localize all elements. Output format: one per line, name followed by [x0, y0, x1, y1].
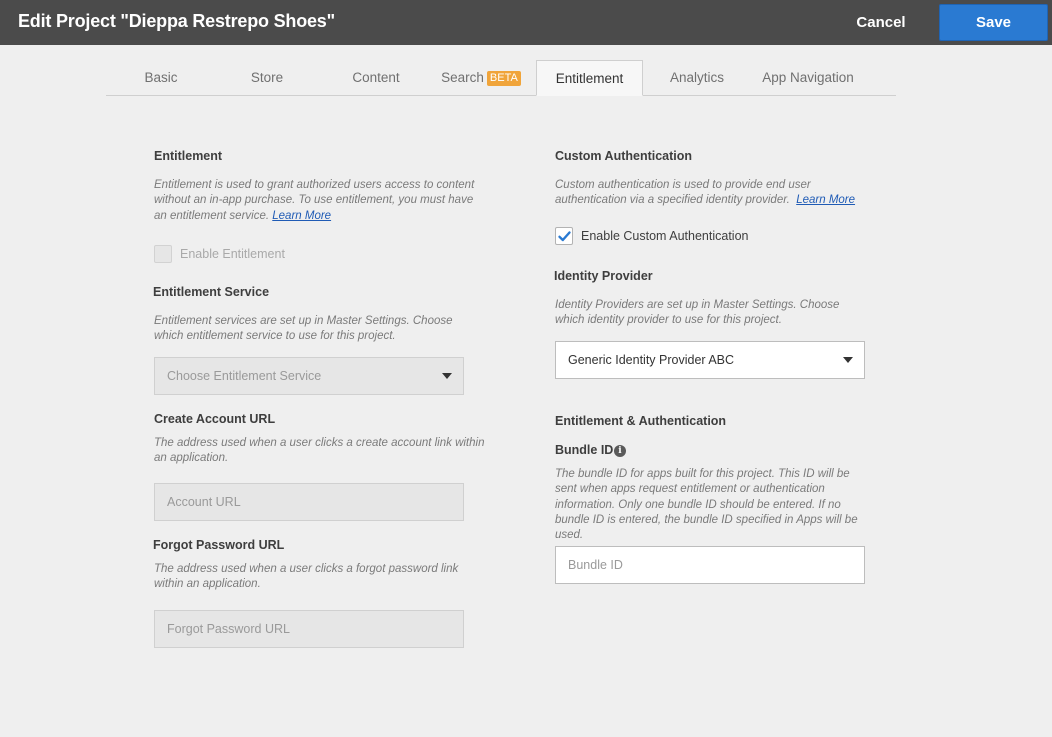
account-url-input[interactable] [154, 483, 464, 521]
info-icon[interactable]: i [614, 445, 626, 457]
create-account-url-heading: Create Account URL [154, 412, 276, 426]
bundle-id-heading: Bundle ID [555, 443, 614, 457]
bundle-id-input[interactable] [555, 546, 865, 584]
identity-provider-selected-value: Generic Identity Provider ABC [568, 353, 735, 367]
checkmark-icon [557, 229, 572, 244]
tab-basic[interactable] [126, 60, 196, 96]
identity-provider-select[interactable] [555, 341, 865, 379]
tab-label: Analytics [669, 70, 725, 85]
tab-analytics[interactable] [657, 60, 737, 96]
beta-badge: BETA [487, 71, 521, 86]
custom-authentication-heading: Custom Authentication [555, 149, 693, 163]
identity-provider-description: Identity Providers are set up in Master Settings. Choose which identity provider to use for this project. [555, 299, 840, 327]
entitlement-learn-more-link[interactable]: Learn More [272, 209, 332, 222]
tab-label: Search [441, 70, 484, 85]
tab-app-navigation[interactable] [758, 60, 858, 96]
forgot-password-url-heading: Forgot Password URL [153, 538, 285, 552]
tab-content[interactable] [336, 60, 416, 96]
tab-label: Store [250, 70, 284, 85]
entitlement-authentication-heading: Entitlement & Authentication [555, 414, 727, 428]
tab-store[interactable] [232, 60, 302, 96]
entitlement-description-text: Entitlement is used to grant authorized users access to content without an in-app purchase. To use entitlement, you must have an entitlement service. [154, 179, 475, 222]
bundle-id-placeholder: Bundle ID [568, 558, 623, 572]
forgot-password-url-description: The address used when a user clicks a forgot password link within an application. [154, 563, 459, 591]
tab-entitlement[interactable] [536, 60, 643, 96]
tab-label: Content [352, 70, 400, 85]
entitlement-heading: Entitlement [154, 149, 223, 163]
forgot-password-url-placeholder: Forgot Password URL [167, 622, 290, 636]
tab-label: Basic [144, 70, 178, 85]
save-button[interactable]: Save [939, 4, 1048, 41]
create-account-url-description: The address used when a user clicks a create account link within an application. [154, 437, 485, 465]
entitlement-description [154, 178, 484, 224]
enable-entitlement-checkbox[interactable] [154, 245, 172, 263]
bundle-id-description: The bundle ID for apps built for this project. This ID will be sent when apps request entitlement or authentication information. Only one bundle ID should be entered. If no bundle ID is entered, the bundle ID specified in Apps will be used. [555, 468, 858, 542]
entitlement-service-placeholder: Choose Entitlement Service [167, 369, 322, 383]
entitlement-service-select[interactable] [154, 357, 464, 395]
identity-provider-heading: Identity Provider [554, 269, 653, 283]
custom-auth-learn-more-link[interactable]: Learn More [796, 194, 856, 207]
entitlement-service-description: Entitlement services are set up in Master Settings. Choose which entitlement service to use for this project. [154, 315, 453, 343]
custom-authentication-description-text: Custom authentication is used to provide end user authentication via a specified identity provider. [555, 179, 811, 207]
tab-label: App Navigation [762, 70, 854, 85]
custom-authentication-description [555, 178, 865, 209]
chevron-down-icon [442, 373, 452, 379]
tab-bar [106, 60, 896, 96]
chevron-down-icon [843, 357, 853, 363]
tab-search[interactable] [436, 60, 526, 96]
enable-custom-authentication-checkbox[interactable] [555, 227, 573, 245]
enable-entitlement-label: Enable Entitlement [180, 247, 285, 261]
forgot-password-url-input[interactable] [154, 610, 464, 648]
cancel-button[interactable]: Cancel [848, 5, 914, 40]
entitlement-service-heading: Entitlement Service [153, 285, 270, 299]
tab-label: Entitlement [555, 71, 624, 86]
enable-custom-authentication-label: Enable Custom Authentication [581, 229, 749, 243]
page-title: Edit Project "Dieppa Restrepo Shoes" [18, 11, 335, 31]
account-url-placeholder: Account URL [167, 495, 241, 509]
top-bar [0, 0, 1052, 45]
